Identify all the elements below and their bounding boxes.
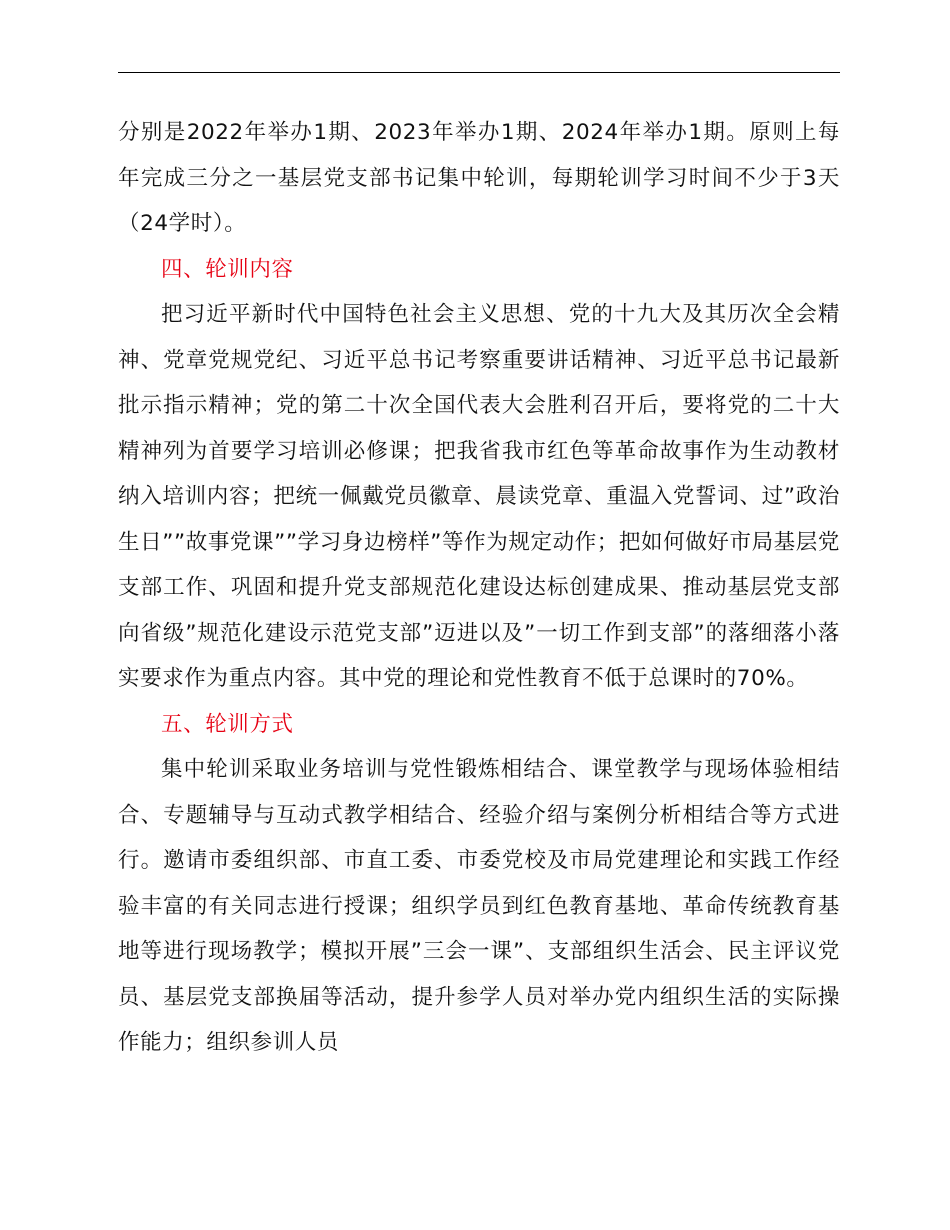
document-body: [118, 110, 840, 1066]
paragraph-training-content: 把习近平新时代中国特色社会主义思想、党的十九大及其历次全会精神、党章党规党纪、习近平总书记考察重要讲话精神、习近平总书记最新批示指示精神；党的第二十次全国代表大会胜利召开后，要将党的二十大精神列为首要学习培训必修课；把我省我市红色等革命故事作为生动教材纳入培训内容；把统一佩戴党员徽章、晨读党章、重温入党誓词、过”政治生日””故事党课””学习身边榜样”等作为规定动作；把如何做好市局基层党支部工作、巩固和提升党支部规范化建设达标创建成果、推动基层党支部向省级”规范化建设示范党支部”迈进以及”一切工作到支部”的落细落小落实要求作为重点内容。其中党的理论和党性教育不低于总课时的70%。: [118, 302, 840, 691]
paragraph-schedule: 分别是2022年举办1期、2023年举办1期、2024年举办1期。原则上每年完成三分之一基层党支部书记集中轮训，每期轮训学习时间不少于3天（24学时）。: [118, 120, 840, 236]
header-rule: [118, 72, 840, 73]
section-heading-training-method: 五、轮训方式: [161, 711, 294, 737]
paragraph-training-method: 集中轮训采取业务培训与党性锻炼相结合、课堂教学与现场体验相结合、专题辅导与互动式教学相结合、经验介绍与案例分析相结合等方式进行。邀请市委组织部、市直工委、市委党校及市局党建理论和实践工作经验丰富的有关同志进行授课；组织学员到红色教育基地、革命传统教育基地等进行现场教学；模拟开展”三会一课”、支部组织生活会、民主评议党员、基层党支部换届等活动，提升参学人员对举办党内组织生活的实际操作能力；组织参训人员: [118, 757, 840, 1055]
section-heading-training-content: 四、轮训内容: [161, 256, 294, 282]
